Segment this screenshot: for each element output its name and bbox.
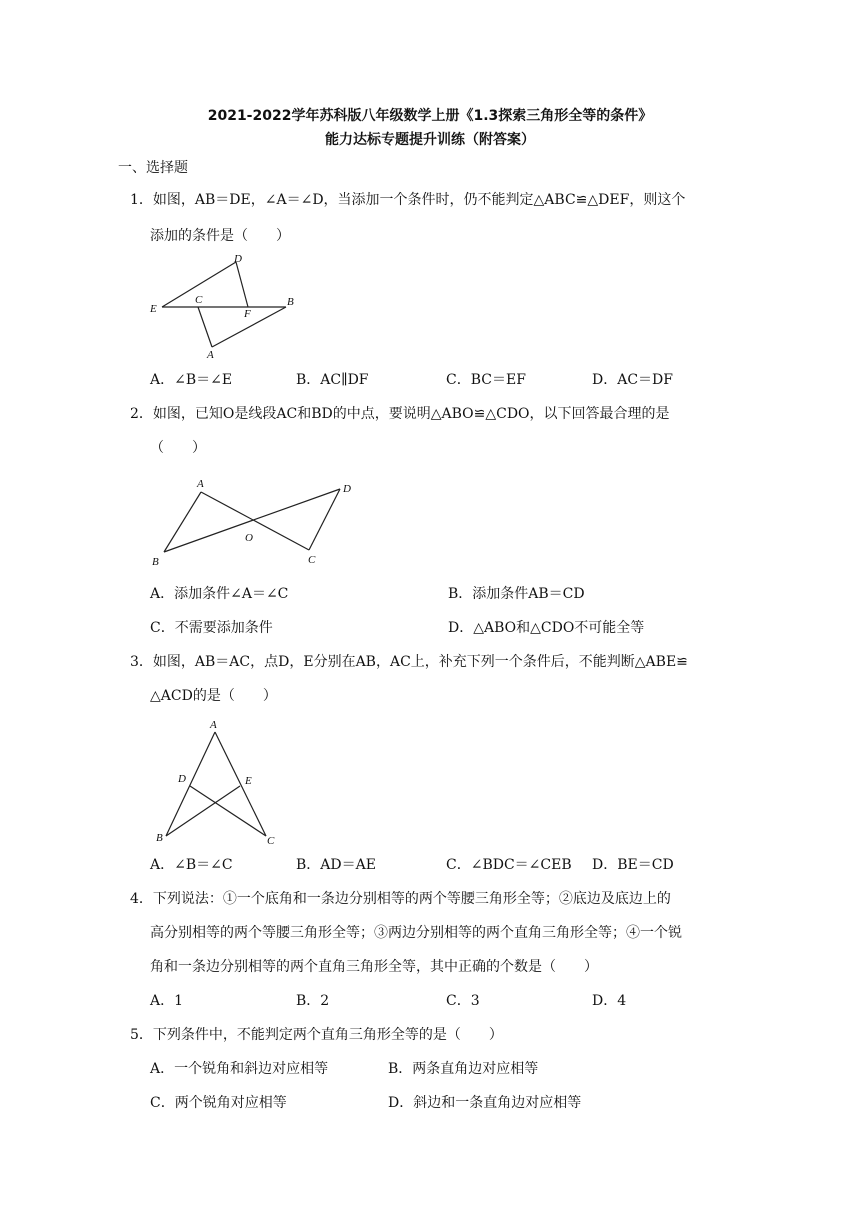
q3-stem-line2: △ACD的是（ ） xyxy=(150,688,277,704)
q2-option-d[interactable]: D．△ABO和△CDO不可能全等 xyxy=(448,620,645,636)
q4-option-d[interactable]: D．4 xyxy=(592,993,627,1009)
q1-stem-line2: 添加的条件是（ ） xyxy=(150,228,290,244)
q2-label-d: D xyxy=(343,483,351,495)
q1-label-d: D xyxy=(234,253,242,265)
q1-label-c: C xyxy=(195,294,203,306)
q1-segment-ca xyxy=(198,307,212,347)
q4-stem-line3: 角和一条边分别相等的两个直角三角形全等，其中正确的个数是（ ） xyxy=(150,959,598,975)
q2-segment-ab xyxy=(164,492,201,552)
q2-option-a[interactable]: A．添加条件∠A＝∠C xyxy=(150,586,289,602)
q3-option-c[interactable]: C．∠BDC＝∠CEB xyxy=(446,857,572,873)
q1-label-b: B xyxy=(287,296,294,308)
q1-segment-df xyxy=(236,262,248,307)
q4-option-a[interactable]: A．1 xyxy=(150,993,184,1009)
q2-label-c: C xyxy=(308,554,316,566)
q1-label-a: A xyxy=(207,349,214,361)
q3-label-e: E xyxy=(245,775,252,787)
q2-label-a: A xyxy=(197,478,204,490)
q3-option-b[interactable]: B．AD＝AE xyxy=(296,857,376,873)
q5-stem-line1: 5．下列条件中，不能判定两个直角三角形全等的是（ ） xyxy=(130,1027,503,1043)
document-title-line2: 能力达标专题提升训练（附答案） xyxy=(325,132,535,148)
q3-segment-ab xyxy=(166,732,215,836)
q5-option-a[interactable]: A．一个锐角和斜边对应相等 xyxy=(150,1061,329,1077)
q2-stem-line1: 2．如图，已知O是线段AC和BD的中点，要说明△ABO≌△CDO，以下回答最合理的是 xyxy=(130,406,670,422)
q1-option-d[interactable]: D．AC＝DF xyxy=(592,372,673,388)
q2-option-c[interactable]: C．不需要添加条件 xyxy=(150,620,273,636)
q4-stem-line1: 4．下列说法：①一个底角和一条边分别相等的两个等腰三角形全等；②底边及底边上的 xyxy=(130,891,671,907)
q3-figure xyxy=(146,714,296,850)
q1-option-b[interactable]: B．AC∥DF xyxy=(296,372,369,388)
q2-stem-line2: （ ） xyxy=(150,440,206,456)
q1-figure xyxy=(146,252,306,364)
q2-segment-ac xyxy=(201,492,309,550)
q2-label-o: O xyxy=(245,532,253,544)
q3-label-c: C xyxy=(267,835,275,847)
q5-option-c[interactable]: C．两个锐角对应相等 xyxy=(150,1095,287,1111)
section-heading: 一、选择题 xyxy=(118,160,188,176)
q4-stem-line2: 高分别相等的两个等腰三角形全等；③两边分别相等的两个直角三角形全等；④一个锐 xyxy=(150,925,682,941)
q2-option-b[interactable]: B．添加条件AB＝CD xyxy=(448,586,585,602)
q3-option-a[interactable]: A．∠B＝∠C xyxy=(150,857,233,873)
q3-option-d[interactable]: D．BE＝CD xyxy=(592,857,674,873)
q4-option-b[interactable]: B．2 xyxy=(296,993,330,1009)
q3-segment-ac xyxy=(215,732,266,836)
q3-stem-line1: 3．如图，AB＝AC，点D，E分别在AB，AC上，补充下列一个条件后，不能判断△ABE≌ xyxy=(130,654,688,670)
q3-label-b: B xyxy=(156,832,163,844)
q5-option-d[interactable]: D．斜边和一条直角边对应相等 xyxy=(388,1095,582,1111)
q2-label-b: B xyxy=(152,556,159,568)
q1-option-a[interactable]: A．∠B＝∠E xyxy=(150,372,233,388)
q1-label-e: E xyxy=(150,303,157,315)
q4-option-c[interactable]: C．3 xyxy=(446,993,480,1009)
q1-stem-line1: 1．如图，AB＝DE，∠A＝∠D，当添加一个条件时，仍不能判定△ABC≌△DEF，则这个 xyxy=(130,192,686,208)
q1-option-c[interactable]: C．BC＝EF xyxy=(446,372,526,388)
q1-label-f: F xyxy=(244,308,251,320)
q3-label-d: D xyxy=(178,773,186,785)
q2-figure xyxy=(146,472,366,572)
q5-option-b[interactable]: B．两条直角边对应相等 xyxy=(388,1061,539,1077)
q3-label-a: A xyxy=(210,719,217,731)
document-title-line1: 2021-2022学年苏科版八年级数学上册《1.3探索三角形全等的条件》 xyxy=(207,108,653,124)
